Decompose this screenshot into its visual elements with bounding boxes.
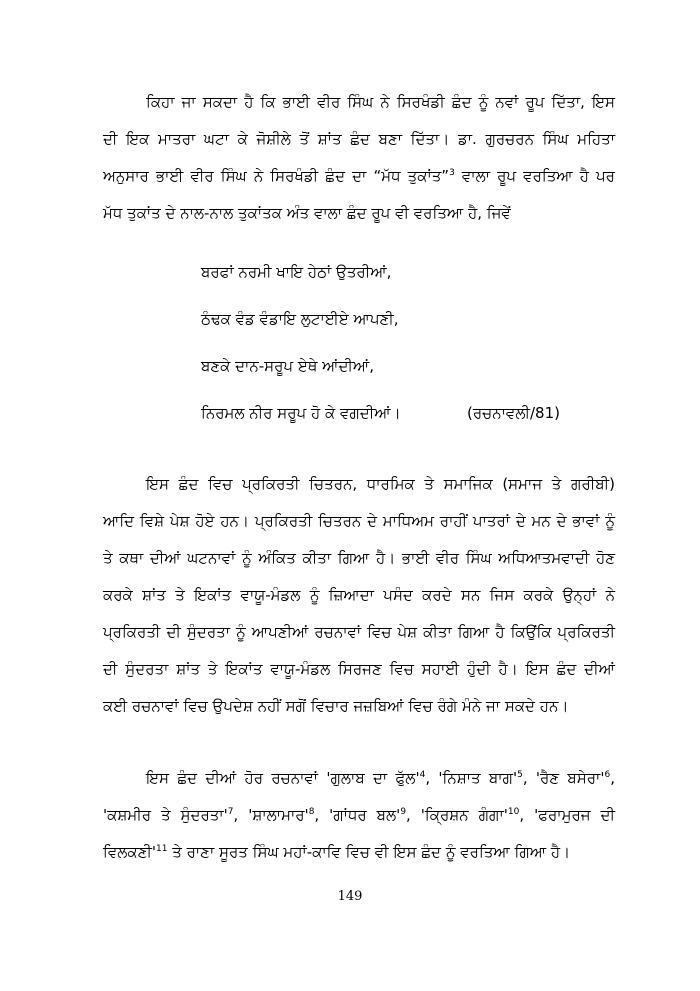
paragraph-line — [103, 121, 615, 158]
paragraph-text: ਇਸ ਛੰਦ ਵਿਚ ਪ੍ਰਕਿਰਤੀ ਚਿਤਰਨ, ਧਾਰਮਿਕ ਤੇ ਸਮਾਜਿਕ (ਸਮਾਜ ਤੇ ਗਰੀਬੀ) — [146, 475, 615, 493]
verse-citation: (ਰਚਨਾਵਲੀ/81) — [467, 404, 560, 422]
paragraph-line — [103, 760, 615, 797]
footnote-ref: 6 — [604, 770, 611, 780]
verse-line-1: ਬਰਫਾਂ ਨਰਮੀ ਖਾਇ ਹੇਠਾਂ ਉਤਰੀਆਂ, — [201, 263, 392, 281]
paragraph-text: , 'ਸ਼ਾਲਾਮਾਰ' — [233, 806, 309, 824]
paragraph-line — [103, 614, 615, 651]
footnote-ref: 9 — [400, 807, 407, 817]
verse-line-3: ਬਣਕੇ ਦਾਨ-ਸਰੂਪ ਏਥੇ ਆਂਦੀਆਂ, — [201, 357, 375, 375]
paragraph-line — [103, 503, 615, 540]
paragraph-line — [103, 651, 615, 688]
paragraph-line — [103, 540, 615, 577]
paragraph-2 — [103, 466, 615, 725]
paragraph-text: ਵਿਲਕਣੀ' — [103, 843, 156, 861]
footnote-ref: 10 — [507, 807, 520, 817]
paragraph-text: ਕਈ ਰਚਨਾਵਾਂ ਵਿਚ ਉਪਦੇਸ਼ ਨਹੀਂ ਸਗੋਂ ਵਿਚਾਰ ਜਜ਼ਬਿਆਂ ਵਿਚ ਰੰਗੇ ਮੰਨੇ ਜਾ ਸਕਦੇ ਹਨ। — [103, 697, 569, 715]
paragraph-text: ਕਿਹਾ ਜਾ ਸਕਦਾ ਹੈ ਕਿ ਭਾਈ ਵੀਰ ਸਿੰਘ ਨੇ ਸਿਰਖੰਡੀ ਛੰਦ ਨੂੰ ਨਵਾਂ ਰੂਪ ਦਿੱਤਾ, ਇਸ — [146, 93, 615, 111]
paragraph-text: , 'ਗਾਂਧਰ ਬਲ' — [314, 806, 401, 824]
paragraph-line — [103, 195, 615, 232]
verse-line-4: ਨਿਰਮਲ ਨੀਰ ਸਰੂਪ ਹੋ ਕੇ ਵਗਦੀਆਂ। — [201, 404, 401, 422]
paragraph-text: ਮੱਧ ਤੁਕਾਂਤ ਦੇ ਨਾਲ-ਨਾਲ ਤੁਕਾਂਤਕ ਅੰਤ ਵਾਲਾ ਛੰਦ ਰੂਪ ਵੀ ਵਰਤਿਆ ਹੈ, ਜਿਵੇਂ — [103, 204, 511, 222]
paragraph-text: ਆਦਿ ਵਿਸ਼ੇ ਪੇਸ਼ ਹੋਏ ਹਨ। ਪ੍ਰਕਿਰਤੀ ਚਿਤਰਨ ਦੇ ਮਾਧਿਅਮ ਰਾਹੀਂ ਪਾਤਰਾਂ ਦੇ ਮਨ ਦੇ ਭਾਵਾਂ ਨੂੰ — [103, 512, 615, 530]
paragraph-line — [103, 158, 615, 195]
paragraph-line — [103, 466, 615, 503]
paragraph-line — [103, 688, 615, 725]
paragraph-text: ਪ੍ਰਕਿਰਤੀ ਦੀ ਸੁੰਦਰਤਾ ਨੂੰ ਆਪਣੀਆਂ ਰਚਨਾਵਾਂ ਵਿਚ ਪੇਸ਼ ਕੀਤਾ ਗਿਆ ਹੈ ਕਿਉਂਕਿ ਪ੍ਰਕਿਰਤੀ — [103, 623, 615, 641]
page-number: 149 — [337, 889, 363, 904]
paragraph-line — [103, 834, 615, 871]
paragraph-text: ਦੀ ਇਕ ਮਾਤਰਾ ਘਟਾ ਕੇ ਜੋਸ਼ੀਲੇ ਤੋਂ ਸ਼ਾਂਤ ਛੰਦ ਬਣਾ ਦਿੱਤਾ। ਡਾ. ਗੁਰਚਰਨ ਸਿੰਘ ਮਹਿਤਾ — [103, 130, 615, 148]
paragraph-line — [103, 84, 615, 121]
paragraph-text: ਅਨੁਸਾਰ ਭਾਈ ਵੀਰ ਸਿੰਘ ਨੇ ਸਿਰਖੰਡੀ ਛੰਦ ਦਾ “ਮੱਧ ਤੁਕਾਂਤ” — [103, 167, 450, 185]
paragraph-line — [103, 797, 615, 834]
paragraph-text: ਤੇ ਰਾਣਾ ਸੂਰਤ ਸਿੰਘ ਮਹਾਂ-ਕਾਵਿ ਵਿਚ ਵੀ ਇਸ ਛੰਦ ਨੂੰ ਵਰਤਿਆ ਗਿਆ ਹੈ। — [167, 843, 571, 861]
paragraph-3 — [103, 760, 615, 871]
verse-line-2: ਠੰਢਕ ਵੰਡ ਵੰਡਾਇ ਲੁਟਾਈਏ ਆਪਣੀ, — [201, 310, 399, 328]
footnote-ref: 3 — [449, 168, 455, 178]
footnote-ref: 7 — [227, 807, 234, 817]
paragraph-text: ਤੇ ਕਥਾ ਦੀਆਂ ਘਟਨਾਵਾਂ ਨੂੰ ਅੰਕਿਤ ਕੀਤਾ ਗਿਆ ਹੈ। ਭਾਈ ਵੀਰ ਸਿੰਘ ਅਧਿਆਤਮਵਾਦੀ ਹੋਣ — [103, 549, 615, 567]
paragraph-text: ਇਸ ਛੰਦ ਦੀਆਂ ਹੋਰ ਰਚਨਾਵਾਂ 'ਗੁਲਾਬ ਦਾ ਫੁੱਲ' — [146, 769, 420, 787]
footnote-ref: 11 — [156, 844, 168, 854]
footnote-ref: 4 — [419, 770, 426, 780]
paragraph-text: 'ਕਸ਼ਮੀਰ ਤੇ ਸੁੰਦਰਤਾ' — [103, 806, 228, 824]
paragraph-text: ਦੀ ਸੁੰਦਰਤਾ ਸ਼ਾਂਤ ਤੇ ਇਕਾਂਤ ਵਾਯੂ-ਮੰਡਲ ਸਿਰਜਣ ਵਿਚ ਸਹਾਈ ਹੁੰਦੀ ਹੈ। ਇਸ ਛੰਦ ਦੀਆਂ — [103, 660, 615, 678]
paragraph-text: ਵਾਲਾ ਰੂਪ ਵਰਤਿਆ ਹੈ ਪਰ — [454, 167, 615, 185]
footnote-ref: 8 — [308, 807, 315, 817]
paragraph-1 — [103, 84, 615, 232]
paragraph-text: , — [610, 769, 615, 787]
paragraph-text: , 'ਫਰਾਮੁਰਜ ਦੀ — [519, 806, 615, 824]
paragraph-text: , 'ਕ੍ਰਿਸ਼ਨ ਗੰਗਾ' — [406, 806, 508, 824]
footnote-ref: 5 — [517, 770, 523, 780]
paragraph-text: , 'ਨਿਸ਼ਾਤ ਬਾਗ' — [425, 769, 518, 787]
paragraph-line — [103, 577, 615, 614]
paragraph-text: , 'ਰੈਣ ਬਸੇਰਾ' — [522, 769, 605, 787]
paragraph-text: ਕਰਕੇ ਸ਼ਾਂਤ ਤੇ ਇਕਾਂਤ ਵਾਯੂ-ਮੰਡਲ ਨੂੰ ਜ਼ਿਆਦਾ ਪਸੰਦ ਕਰਦੇ ਸਨ ਜਿਸ ਕਰਕੇ ਉਨ੍ਹਾਂ ਨੇ — [103, 586, 615, 604]
